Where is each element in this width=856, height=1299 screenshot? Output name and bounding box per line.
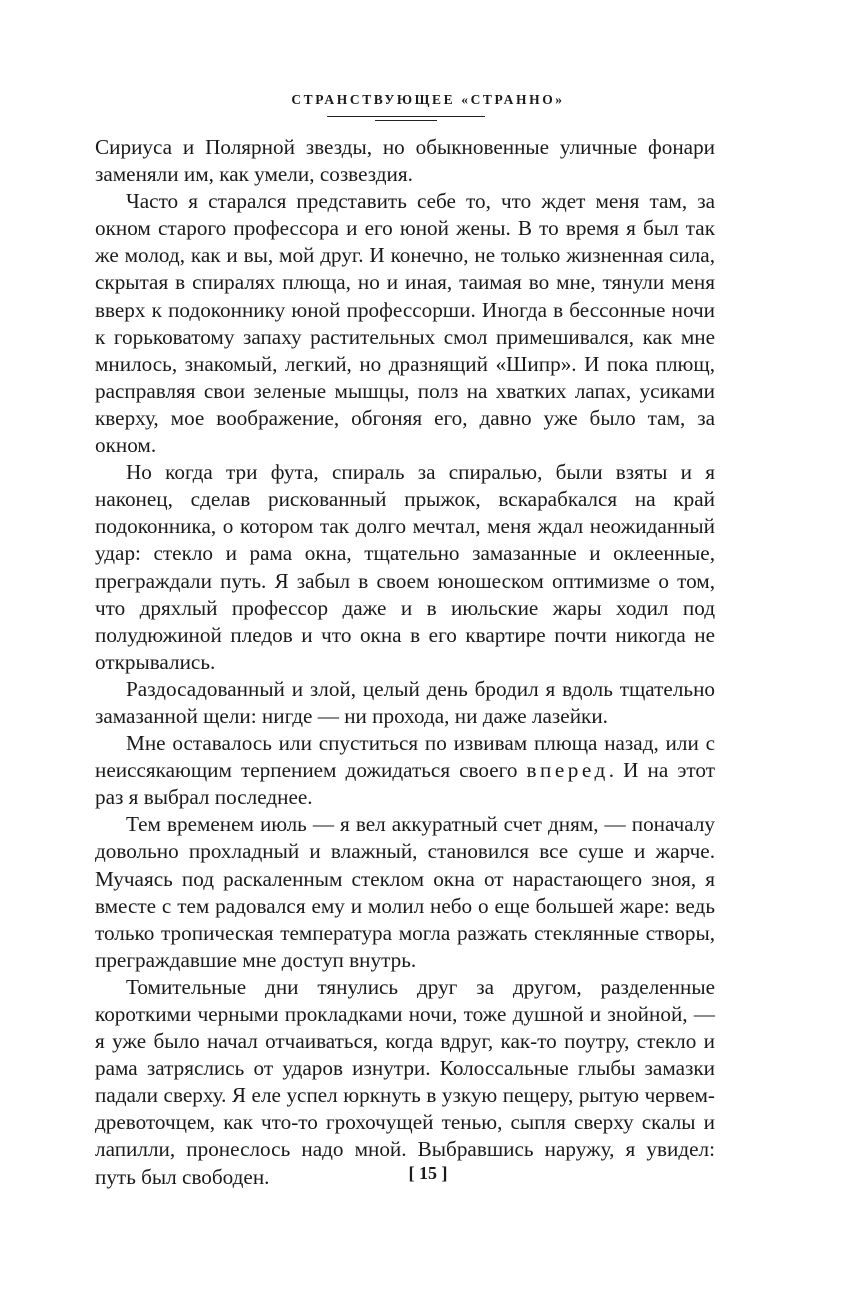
paragraph-1: Сириуса и Полярной звезды, но обыкновенные уличные фонари заменяли им, как умели, созвездия. <box>95 135 715 187</box>
paragraph-7: Томительные дни тянулись друг за другом, разделенные короткими черными прокладками ночи, тоже душной и знойной, — я уже было начал отчаиваться, когда вдруг, как-то поутру, стекло и рама затряслись от ударов изнутри. Колоссальные глыбы замазки падали сверху. Я еле успел юркнуть в узкую пещеру, рытую червем-древоточцем, как что-то грохочущей тенью, сыпля сверху скалы и лапилли, пронеслось надо мной. Выбравшись наружу, я увидел: путь был свободен. <box>95 974 715 1189</box>
body-text <box>95 134 715 1191</box>
paragraph-5-start: Мне оставалось или спуститься по извивам плюща назад, или с неиссякающим терпением дожидаться своего <box>95 731 715 783</box>
header-rule <box>327 116 485 117</box>
header-rule-short <box>375 120 437 121</box>
running-head: СТРАНСТВУЮЩЕЕ «СТРАННО» <box>291 92 565 107</box>
paragraph-2: Часто я старался представить себе то, что ждет меня там, за окном старого профессора и его юной жены. В то время я был так же молод, как и вы, мой друг. И конечно, не только жизненная сила, скрытая в спиралях плюща, но и иная, таимая во мне, тянули меня вверх к подоконнику юной профессорши. Иногда в бессонные ночи к горьковатому запаху растительных смол примешивался, как мне мнилось, знакомый, легкий, но дразнящий «Шипр». И пока плющ, расправляя свои зеленые мышцы, полз на хваткиx лапах, усиками кверху, мое воображение, обгоняя его, давно уже было там, за окном. <box>95 189 715 458</box>
paragraph-5-end: . И на этот раз я выбрал последнее. <box>95 758 715 810</box>
paragraph-6: Тем временем июль — я вел аккуратный счет дням, — поначалу довольно прохладный и влажный, становился все суше и жарче. Мучаясь под раскаленным стеклом окна от нарастающего зноя, я вместе с тем радовался ему и молил небо о еще большей жаре: ведь только тропическая температура могла разжать стеклянные створы, преграждавшие мне доступ внутрь. <box>95 812 715 972</box>
page-number: [ 15 ] <box>408 1163 448 1183</box>
emphasized-word: вперед <box>526 758 609 783</box>
paragraph-3: Но когда три фута, спираль за спиралью, были взяты и я наконец, сделав рискованный прыжок, вскарабкался на край подоконника, о котором так долго мечтал, меня ждал неожиданный удар: стекло и рама окна, тщательно замазанные и оклеенные, преграждали путь. Я забыл в своем юношеском оптимизме о том, что дряхлый профессор даже и в июльские жары ходил под полудюжиной пледов и что окна в его квартире почти никогда не открывались. <box>95 460 715 674</box>
paragraph-5 <box>95 730 715 811</box>
paragraph-4: Раздосадованный и злой, целый день бродил я вдоль тщательно замазанной щели: нигде — ни прохода, ни даже лазейки. <box>95 676 715 728</box>
